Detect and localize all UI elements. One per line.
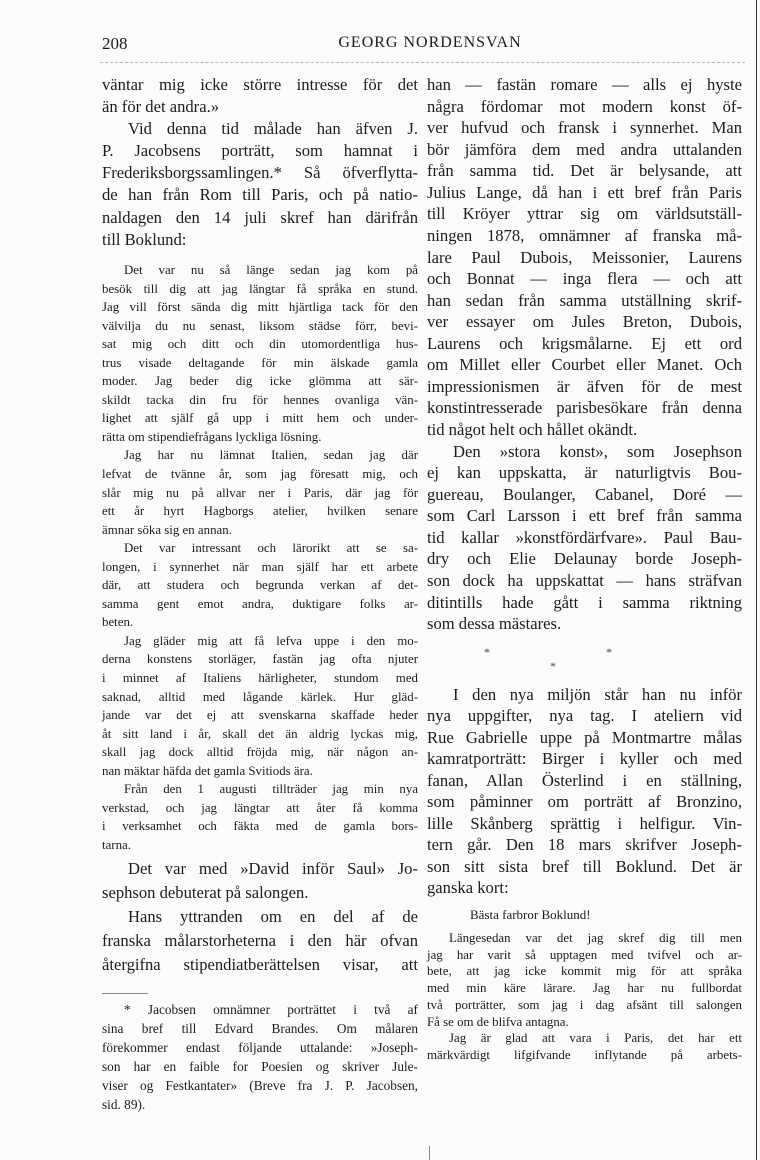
text-line: om Millet eller Courbet eller Manet. Och <box>427 355 742 375</box>
text-line: ämnar söka sig en annan. <box>102 522 232 537</box>
text-line: de han från Rom till Paris, och på natio- <box>102 185 418 205</box>
paragraph <box>102 857 418 905</box>
text-line: kamratporträtt: Birger i kyller och med <box>427 749 742 769</box>
paragraph <box>102 74 418 118</box>
text-line: Rue Gabrielle uppe på Montmartre målas <box>427 727 742 747</box>
right-body-text <box>427 74 742 635</box>
text-line: ningen 1878, omnämner af franska må- <box>427 225 742 245</box>
text-line: nya uppgifter, nya tag. I ateliern vid <box>427 706 742 726</box>
text-line: märkvärdigt lifgifvande inflytande på arbets- <box>427 1047 742 1062</box>
text-line: sid. 89). <box>102 1097 146 1112</box>
text-line: ver essayer om Jules Breton, Dubois, <box>427 312 742 332</box>
paragraph <box>427 441 742 635</box>
text-line: slår mig nu på allvar ner i Paris, där jag för <box>102 485 418 500</box>
text-line: fanan, Allan Österlind i en ställning, <box>427 770 742 790</box>
text-line: bete, att jag icke kommit mig för att språka <box>427 964 742 979</box>
paragraph <box>102 118 418 251</box>
text-line: åt sitt land i år, skall det än aldrig lyckas mig, <box>102 726 418 741</box>
paragraph <box>427 930 742 1030</box>
text-line: son har en faible for Poesien og skriver Jule- <box>102 1059 418 1074</box>
text-line: Jag är glad att vara i Paris, det har ett <box>449 1031 742 1046</box>
left-intro-text <box>102 74 418 251</box>
text-line: välvilja du nu senast, liksom städse förr, bevi- <box>102 318 418 333</box>
paragraph <box>102 261 418 446</box>
text-line: som påminner om porträtt af Bronzino, <box>427 792 742 812</box>
section-break-star: * <box>484 645 490 659</box>
text-line: Längesedan var det jag skref dig till men <box>449 931 742 945</box>
header-rule <box>100 62 745 63</box>
text-line: Från den 1 augusti tillträder jag min nya <box>124 782 418 797</box>
text-line: jag har varit så upptagen med tvifvel och ar- <box>427 947 742 962</box>
text-line: med min käre lärare. Jag har nu fullbordat <box>427 981 742 996</box>
text-line: tern går. Den 18 mars skrifver Joseph- <box>427 835 742 855</box>
letter-salutation: Bästa farbror Boklund! <box>470 907 591 922</box>
text-line: i verksamhet och fäkta med de gamla bors- <box>102 819 418 834</box>
paragraph <box>102 539 418 632</box>
text-line: där, att studera och begrunda verkan af det- <box>102 578 418 593</box>
text-line: än för det andra.» <box>102 97 220 117</box>
text-line: ver hufvud och fransk i synnerhet. Man <box>427 118 742 138</box>
text-line: impressionismen är äfven för de mest <box>427 376 742 396</box>
page-number: 208 <box>102 34 128 53</box>
paragraph <box>102 446 418 539</box>
text-line: konstintresserade parisbesökare från denna <box>427 398 742 418</box>
text-line: Det var nu så länge sedan jag kom på <box>124 263 418 277</box>
paragraph <box>427 684 742 898</box>
text-line: som Carl Larsson i ett bref från samma <box>427 506 742 526</box>
text-line: till Boklund: <box>102 229 187 249</box>
text-line: ganska kort: <box>427 877 509 897</box>
text-line: Frederiksborgssamlingen.* Så öfverflytta- <box>102 163 418 183</box>
text-line: saknad, alltid med lågande kärlek. Hur gläd- <box>102 689 418 704</box>
left-body-text <box>102 857 418 977</box>
text-line: skildt tacka din fru för hennes ovanliga vän- <box>102 392 418 407</box>
text-line: lille Skånberg sprättig i helfigur. Vin- <box>427 813 742 833</box>
text-line: trus visade deltagande för min älskade gamla <box>102 355 418 370</box>
text-line: derna konstens storläger, fastän jag ofta njuter <box>102 652 418 667</box>
text-line: till Kröyer yttrar sig om världsutställ- <box>427 204 742 224</box>
text-line: rätta om stipendiefrågans lyckliga lösning. <box>102 429 322 444</box>
text-line: son sitt sista bref till Boklund. Det är <box>427 856 742 876</box>
text-line: Det var med »David inför Saul» Jo- <box>128 859 418 878</box>
text-line: från samma tid. Det är belysande, att <box>427 161 742 181</box>
scan-mark <box>429 1146 430 1160</box>
text-line: han sedan från samma utställning skrif- <box>427 290 742 310</box>
text-line: tid kallar »konstfördärfvare». Paul Bau- <box>427 527 742 547</box>
text-line: guereau, Boulanger, Cabanel, Doré — <box>427 484 742 504</box>
text-line: Vid denna tid målade han äfven J. <box>128 119 418 139</box>
text-line: Hans yttranden om en del af de <box>128 907 418 926</box>
text-line: lefvat de tvänne år, som jag föresatt mig, och <box>102 467 418 482</box>
page-edge <box>756 0 757 1160</box>
text-line: besök till dig att jag längtar få språka en stund. <box>102 281 418 296</box>
text-line: Det var intressant och lärorikt att se sa- <box>124 541 418 556</box>
text-line: beten. <box>102 615 134 630</box>
text-line: förekommer endast följande uttalande: »Joseph- <box>102 1040 418 1055</box>
text-line: tid något helt och hållet okändt. <box>427 420 638 439</box>
text-line: sina bref till Edvard Brandes. Om målaren <box>102 1021 418 1036</box>
paragraph <box>102 632 418 780</box>
text-line: Den »stora konst», som Josephson <box>453 441 742 461</box>
text-line: franska målarstorheterna i den här ofvan <box>102 931 418 950</box>
text-line: skall jag dock alltid fröjda mig, när någon an- <box>102 745 418 760</box>
text-line: ditintills hade gått i samma riktning <box>427 592 742 612</box>
text-line: lare Paul Dubois, Meissonier, Laurens <box>427 247 742 267</box>
text-line: tarna. <box>102 837 131 852</box>
text-line: dry och Elie Delaunay borde Joseph- <box>427 549 742 569</box>
text-line: lighet att själf gå upp i mitt hem och under- <box>102 411 418 426</box>
text-line: viser og Festkantater» (Breve fra J. P. Jacobsen, <box>102 1078 418 1093</box>
text-line: Få se om de blifva antagna. <box>427 1014 569 1029</box>
section-break-star: * <box>606 645 612 659</box>
text-line: naldagen den 14 juli skref han därifrån <box>102 207 418 227</box>
text-line: två porträtter, som jag i dag afsänt till salongen <box>427 997 742 1012</box>
text-line: sephson debuterat på salongen. <box>102 883 309 902</box>
text-line: Jag vill först sända dig mitt hjärtliga tack för den <box>102 300 418 315</box>
text-line: longen, i synnerhet när man själf har ett arbete <box>102 559 418 574</box>
right-quoted-letter <box>427 930 742 1064</box>
text-line: Jag gläder mig att få lefva uppe i den mo- <box>124 633 418 648</box>
text-line: han — fastän romare — alls ej hyste <box>427 75 742 94</box>
text-line: återgifna stipendiatberättelsen visar, att <box>102 955 418 974</box>
text-line: son dock ha uppskattat — hans sträfvan <box>427 570 742 590</box>
text-line: nan mäktar häfda det gamla Svitiods ära. <box>102 763 313 778</box>
right-section-text <box>427 684 742 898</box>
paragraph <box>102 1000 418 1114</box>
text-line: I den nya miljön står han nu inför <box>453 685 742 704</box>
paragraph <box>102 905 418 977</box>
text-line: sat mig och ditt och din utomordentliga hus- <box>102 337 418 352</box>
footnote-rule <box>102 993 148 994</box>
text-line: väntar mig icke större intresse för det <box>102 75 418 94</box>
text-line: jande var det ej att svenskarna skaffade heder <box>102 708 418 723</box>
paragraph <box>102 780 418 854</box>
text-line: ett år hyrt Hagborgs atelier, hvilken senare <box>102 504 418 519</box>
text-line: som dessa mästares. <box>427 614 562 634</box>
text-line: Julius Lange, då han i ett bref från Paris <box>427 182 742 202</box>
text-line: P. Jacobsens porträtt, som hamnat i <box>102 141 418 161</box>
text-line: samma gent emot andra, duktigare folks ar- <box>102 596 418 611</box>
text-line: och Bonnat — inga flera — och att <box>427 269 742 289</box>
text-line: moder. Jag beder dig icke glömma att sär- <box>102 374 418 389</box>
section-break-star: * <box>550 659 556 673</box>
footnote <box>102 1000 418 1114</box>
paragraph <box>427 1030 742 1063</box>
paragraph <box>427 74 742 441</box>
text-line: Laurens och krigsmålarne. Ej ett ord <box>427 333 742 353</box>
text-line: * Jacobsen omnämner porträttet i två af <box>124 1002 418 1017</box>
running-title: GEORG NORDENSVAN <box>338 34 522 51</box>
text-line: verkstad, och jag längtar att åter få komma <box>102 800 418 815</box>
text-line: Jag har nu lämnat Italien, sedan jag där <box>124 448 418 463</box>
left-quoted-letter <box>102 261 418 855</box>
text-line: i minnet af Italiens härligheter, stundom med <box>102 671 418 686</box>
text-line: bör jämföra dem med andra uttalanden <box>427 139 742 159</box>
text-line: några fördomar mot modern konst öf- <box>427 96 742 116</box>
text-line: ej kan uppskatta, är naturligtvis Bou- <box>427 463 742 483</box>
